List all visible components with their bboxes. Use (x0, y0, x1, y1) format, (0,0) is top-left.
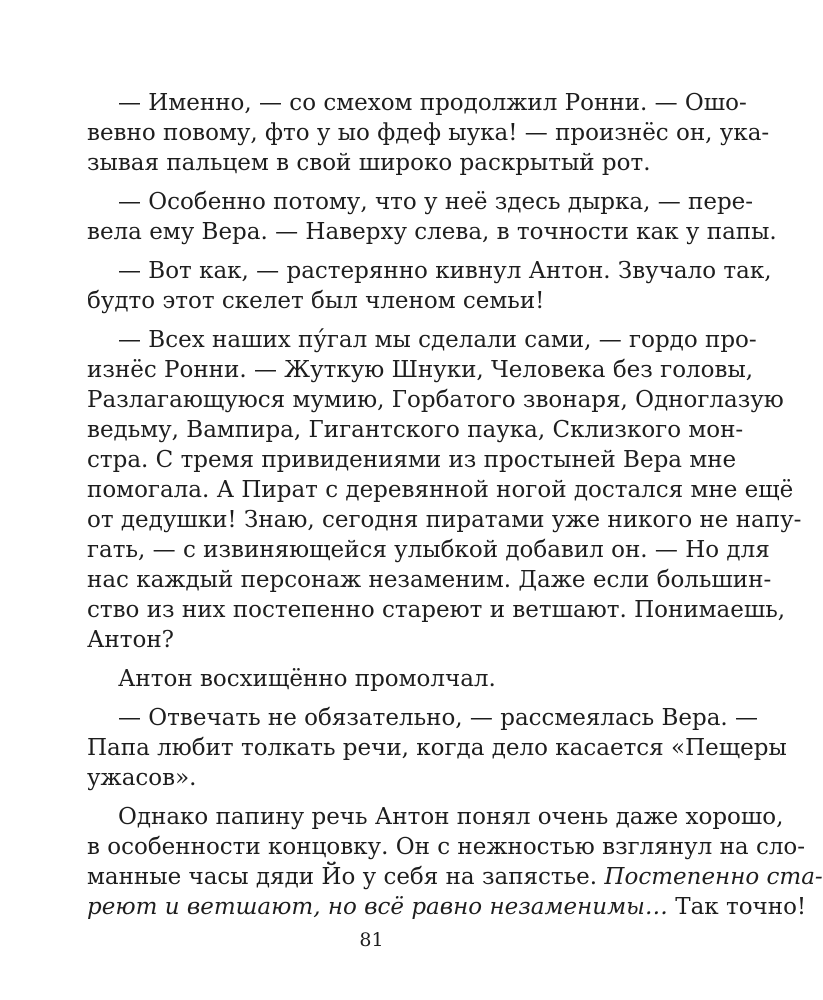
text-line: Однако папину речь Антон понял очень даже хорошо, (118, 804, 784, 830)
text-line: — Особенно потому, что у неё здесь дырка, — пере- (118, 189, 754, 215)
text-line-mixed (87, 862, 823, 892)
text-line: стра. С тремя привидениями из простыней Вера мне (87, 447, 737, 473)
text-line: Антон? (87, 627, 174, 653)
text-line: ведьму, Вампира, Гигантского паука, Склизкого мон- (87, 417, 744, 443)
text-line: ство из них постепенно стареют и ветшают. Понимаешь, (87, 597, 786, 623)
text-line: — Всех наших пу́гал мы сделали сами, — гордо про- (118, 327, 757, 353)
text-line: — Вот как, — растерянно кивнул Антон. Звучало так, (118, 258, 772, 284)
italic-segment: реют и ветшают, но всё равно незаменимы… (87, 894, 668, 920)
text-line: нас каждый персонаж незаменим. Даже если большин- (87, 567, 772, 593)
text-line: Папа любит толкать речи, когда дело касается «Пещеры (87, 735, 787, 761)
text-line: изнёс Ронни. — Жуткую Шнуки, Человека без головы, (87, 357, 754, 383)
text-line: Разлагающуюся мумию, Горбатого звонаря, Одноглазую (87, 387, 784, 413)
text-line: от дедушки! Знаю, сегодня пиратами уже никого не напу- (87, 507, 802, 533)
text-line: вела ему Вера. — Наверху слева, в точности как у папы. (87, 219, 777, 245)
text-line: Антон восхищённо промолчал. (118, 666, 496, 692)
text-line: зывая пальцем в свой широко раскрытый рот. (87, 150, 651, 176)
page-number: 81 (359, 929, 384, 951)
text-line: будто этот скелет был членом семьи! (87, 288, 545, 314)
italic-segment: Постепенно ста- (604, 864, 823, 890)
text-segment: Так точно! (667, 894, 807, 920)
text-line: в особенности концовку. Он с нежностью взглянул на сло- (87, 834, 806, 860)
text-line: — Отвечать не обязательно, — рассмеялась Вера. — (118, 705, 759, 731)
text-line-mixed (87, 892, 806, 922)
text-line: гать, — с извиняющейся улыбкой добавил он. — Но для (87, 537, 770, 563)
text-line: ужасов». (87, 765, 197, 791)
text-line: помогала. А Пират с деревянной ногой достался мне ещё (87, 477, 794, 503)
text-segment: манные часы дяди Йо у себя на запястье. (87, 864, 598, 890)
text-line: вевно повому, фто у ыо фдеф ыука! — произнёс он, ука- (87, 120, 770, 146)
text-line: — Именно, — со смехом продолжил Ронни. — Ошо- (118, 90, 747, 116)
